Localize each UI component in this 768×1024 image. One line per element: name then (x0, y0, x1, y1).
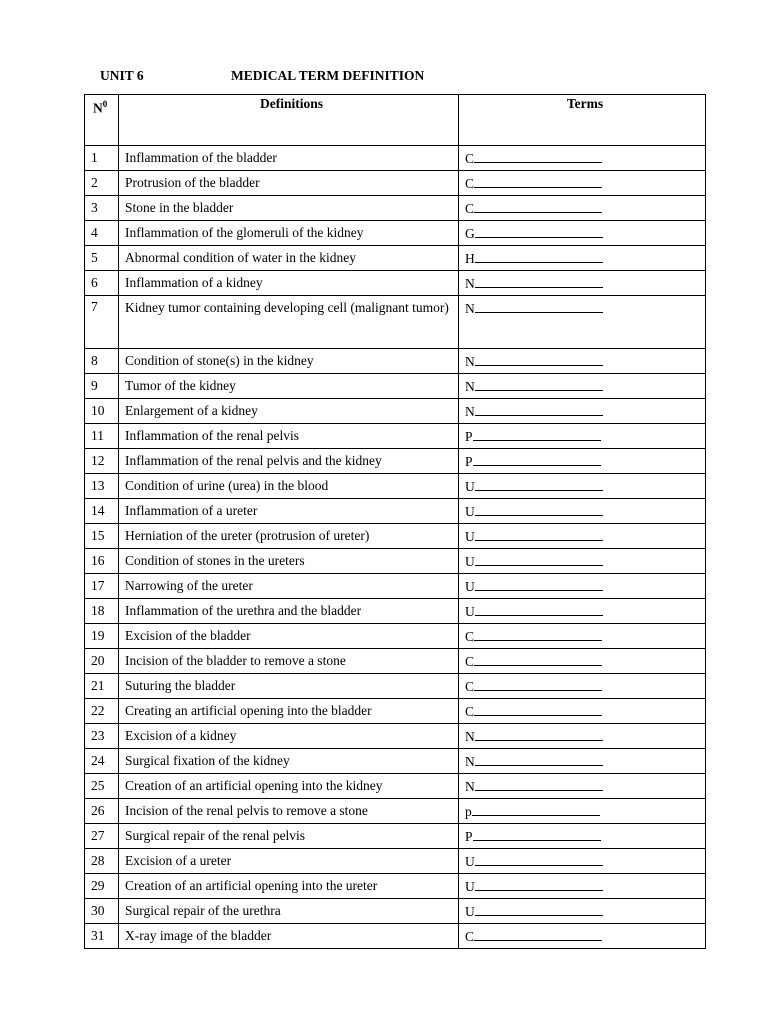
answer-blank-line[interactable] (475, 502, 603, 516)
row-definition: Inflammation of the urethra and the bladder (119, 599, 459, 624)
row-number: 20 (85, 649, 119, 674)
table-header-row (85, 95, 706, 146)
table-row (85, 774, 706, 799)
row-number: 31 (85, 924, 119, 949)
row-number: 2 (85, 171, 119, 196)
row-definition: Condition of stones in the ureters (119, 549, 459, 574)
answer-blank-line[interactable] (475, 377, 603, 391)
row-number: 24 (85, 749, 119, 774)
table-row (85, 221, 706, 246)
table-row (85, 349, 706, 374)
row-term-answer[interactable] (459, 271, 706, 296)
row-definition: Abnormal condition of water in the kidney (119, 246, 459, 271)
answer-blank-line[interactable] (475, 477, 603, 491)
term-first-letter: N (465, 301, 475, 316)
row-term-answer[interactable] (459, 246, 706, 271)
answer-blank-line[interactable] (474, 627, 602, 641)
table-row (85, 574, 706, 599)
row-definition: Inflammation of the renal pelvis and the kidney (119, 449, 459, 474)
number-column-header: $N^0$ (85, 95, 119, 146)
table-row (85, 146, 706, 171)
answer-blank-line[interactable] (473, 452, 601, 466)
row-number: 17 (85, 574, 119, 599)
term-first-letter: U (465, 479, 475, 494)
row-term-answer[interactable] (459, 221, 706, 246)
term-first-letter: U (465, 854, 475, 869)
row-number: 3 (85, 196, 119, 221)
answer-blank-line[interactable] (473, 427, 601, 441)
row-definition: Suturing the bladder (119, 674, 459, 699)
definitions-table (84, 94, 706, 949)
row-term-answer[interactable] (459, 674, 706, 699)
unit-label: UNIT 6 (100, 68, 144, 83)
answer-blank-line[interactable] (475, 777, 603, 791)
term-first-letter: U (465, 604, 475, 619)
row-definition: Excision of a ureter (119, 849, 459, 874)
answer-blank-line[interactable] (475, 224, 603, 238)
row-definition: Enlargement of a kidney (119, 399, 459, 424)
term-first-letter: H (465, 251, 475, 266)
term-first-letter: U (465, 904, 475, 919)
answer-blank-line[interactable] (475, 352, 603, 366)
term-first-letter: P (465, 429, 473, 444)
row-term-answer[interactable] (459, 624, 706, 649)
row-term-answer[interactable] (459, 146, 706, 171)
table-row (85, 849, 706, 874)
row-number: 4 (85, 221, 119, 246)
term-first-letter: N (465, 404, 475, 419)
table-row (85, 624, 706, 649)
row-term-answer[interactable] (459, 524, 706, 549)
table-row (85, 674, 706, 699)
row-definition: Creation of an artificial opening into the ureter (119, 874, 459, 899)
row-number: 21 (85, 674, 119, 699)
page-title: MEDICAL TERM DEFINITION (231, 68, 425, 83)
row-number: 14 (85, 499, 119, 524)
term-first-letter: U (465, 554, 475, 569)
row-number: 13 (85, 474, 119, 499)
row-definition: Incision of the renal pelvis to remove a stone (119, 799, 459, 824)
term-first-letter: U (465, 504, 475, 519)
term-first-letter: C (465, 654, 475, 669)
definitions-column-header: Definitions (119, 95, 459, 146)
row-term-answer[interactable] (459, 749, 706, 774)
row-term-answer[interactable] (459, 824, 706, 849)
answer-blank-line[interactable] (475, 752, 603, 766)
answer-blank-line[interactable] (474, 677, 602, 691)
term-first-letter: C (465, 679, 475, 694)
row-number: 15 (85, 524, 119, 549)
term-first-letter: C (465, 929, 475, 944)
row-definition: Inflammation of a ureter (119, 499, 459, 524)
table-row (85, 449, 706, 474)
answer-blank-line[interactable] (474, 652, 602, 666)
table-row (85, 424, 706, 449)
row-definition: Protrusion of the bladder (119, 171, 459, 196)
row-number: 18 (85, 599, 119, 624)
row-definition: Surgical repair of the urethra (119, 899, 459, 924)
row-number: 8 (85, 349, 119, 374)
row-number: 23 (85, 724, 119, 749)
table-row (85, 474, 706, 499)
row-definition: Inflammation of a kidney (119, 271, 459, 296)
table-row (85, 549, 706, 574)
term-first-letter: N (465, 379, 475, 394)
answer-blank-line[interactable] (474, 174, 602, 188)
row-definition: Surgical repair of the renal pelvis (119, 824, 459, 849)
row-term-answer[interactable] (459, 296, 706, 349)
row-definition: Tumor of the kidney (119, 374, 459, 399)
answer-blank-line[interactable] (474, 702, 602, 716)
table-row (85, 924, 706, 949)
table-row (85, 246, 706, 271)
table-row (85, 799, 706, 824)
row-term-answer[interactable] (459, 171, 706, 196)
term-first-letter: U (465, 879, 475, 894)
term-first-letter: P (465, 454, 473, 469)
table-body (85, 146, 706, 949)
row-term-answer[interactable] (459, 399, 706, 424)
term-first-letter: U (465, 579, 475, 594)
table-row (85, 649, 706, 674)
answer-blank-line[interactable] (473, 827, 601, 841)
answer-blank-line[interactable] (475, 902, 603, 916)
term-first-letter: N (465, 729, 475, 744)
row-definition: Surgical fixation of the kidney (119, 749, 459, 774)
terms-column-header: Terms (459, 95, 706, 146)
table-row (85, 271, 706, 296)
row-definition: Creating an artificial opening into the bladder (119, 699, 459, 724)
table-row (85, 171, 706, 196)
row-number: 25 (85, 774, 119, 799)
row-definition: Incision of the bladder to remove a stone (119, 649, 459, 674)
term-first-letter: N (465, 276, 475, 291)
term-first-letter: P (465, 829, 473, 844)
term-first-letter: C (465, 151, 475, 166)
answer-blank-line[interactable] (475, 852, 603, 866)
row-definition: Creation of an artificial opening into the kidney (119, 774, 459, 799)
row-number: 1 (85, 146, 119, 171)
row-term-answer[interactable] (459, 196, 706, 221)
table-row (85, 399, 706, 424)
row-term-answer[interactable] (459, 899, 706, 924)
term-first-letter: C (465, 201, 475, 216)
row-definition: X-ray image of the bladder (119, 924, 459, 949)
row-term-answer[interactable] (459, 874, 706, 899)
term-first-letter: N (465, 779, 475, 794)
row-definition: Stone in the bladder (119, 196, 459, 221)
term-first-letter: p (465, 804, 472, 819)
term-first-letter: C (465, 176, 475, 191)
row-number: 7 (85, 296, 119, 349)
answer-blank-line[interactable] (472, 802, 600, 816)
row-number: 9 (85, 374, 119, 399)
term-first-letter: N (465, 754, 475, 769)
table-row (85, 524, 706, 549)
row-number: 29 (85, 874, 119, 899)
row-term-answer[interactable] (459, 574, 706, 599)
row-definition: Inflammation of the bladder (119, 146, 459, 171)
answer-blank-line[interactable] (475, 577, 603, 591)
row-definition: Condition of urine (urea) in the blood (119, 474, 459, 499)
answer-blank-line[interactable] (475, 552, 603, 566)
document-heading (0, 68, 768, 88)
row-term-answer[interactable] (459, 799, 706, 824)
table-row (85, 499, 706, 524)
answer-blank-line[interactable] (474, 149, 602, 163)
answer-blank-line[interactable] (475, 249, 603, 263)
row-definition: Condition of stone(s) in the kidney (119, 349, 459, 374)
row-number: 19 (85, 624, 119, 649)
row-term-answer[interactable] (459, 924, 706, 949)
answer-blank-line[interactable] (475, 527, 603, 541)
row-term-answer[interactable] (459, 724, 706, 749)
row-number: 6 (85, 271, 119, 296)
row-definition: Inflammation of the glomeruli of the kidney (119, 221, 459, 246)
row-term-answer[interactable] (459, 474, 706, 499)
table-row (85, 599, 706, 624)
row-definition: Narrowing of the ureter (119, 574, 459, 599)
row-term-answer[interactable] (459, 774, 706, 799)
row-term-answer[interactable] (459, 449, 706, 474)
table-row (85, 749, 706, 774)
answer-blank-line[interactable] (475, 877, 603, 891)
row-number: 10 (85, 399, 119, 424)
answer-blank-line[interactable] (475, 402, 603, 416)
table-row (85, 899, 706, 924)
row-number: 27 (85, 824, 119, 849)
answer-blank-line[interactable] (475, 727, 603, 741)
row-number: 5 (85, 246, 119, 271)
row-term-answer[interactable] (459, 374, 706, 399)
row-term-answer[interactable] (459, 699, 706, 724)
answer-blank-line[interactable] (475, 274, 603, 288)
row-term-answer[interactable] (459, 349, 706, 374)
row-term-answer[interactable] (459, 849, 706, 874)
row-term-answer[interactable] (459, 599, 706, 624)
row-definition: Kidney tumor containing developing cell (malignant tumor) (119, 296, 459, 349)
row-term-answer[interactable] (459, 499, 706, 524)
row-number: 26 (85, 799, 119, 824)
table-row (85, 874, 706, 899)
answer-blank-line[interactable] (475, 299, 603, 313)
table-row (85, 699, 706, 724)
row-term-answer[interactable] (459, 424, 706, 449)
row-term-answer[interactable] (459, 649, 706, 674)
table-row (85, 296, 706, 349)
row-definition: Excision of the bladder (119, 624, 459, 649)
answer-blank-line[interactable] (474, 199, 602, 213)
row-number: 16 (85, 549, 119, 574)
row-term-answer[interactable] (459, 549, 706, 574)
term-first-letter: G (465, 226, 475, 241)
table-row (85, 724, 706, 749)
term-first-letter: U (465, 529, 475, 544)
row-number: 30 (85, 899, 119, 924)
row-definition: Excision of a kidney (119, 724, 459, 749)
answer-blank-line[interactable] (475, 602, 603, 616)
row-number: 12 (85, 449, 119, 474)
row-definition: Inflammation of the renal pelvis (119, 424, 459, 449)
term-first-letter: N (465, 354, 475, 369)
table-row (85, 824, 706, 849)
row-definition: Herniation of the ureter (protrusion of ureter) (119, 524, 459, 549)
term-first-letter: C (465, 704, 475, 719)
table-row (85, 374, 706, 399)
row-number: 22 (85, 699, 119, 724)
answer-blank-line[interactable] (474, 927, 602, 941)
row-number: 11 (85, 424, 119, 449)
term-first-letter: C (465, 629, 475, 644)
row-number: 28 (85, 849, 119, 874)
table-row (85, 196, 706, 221)
